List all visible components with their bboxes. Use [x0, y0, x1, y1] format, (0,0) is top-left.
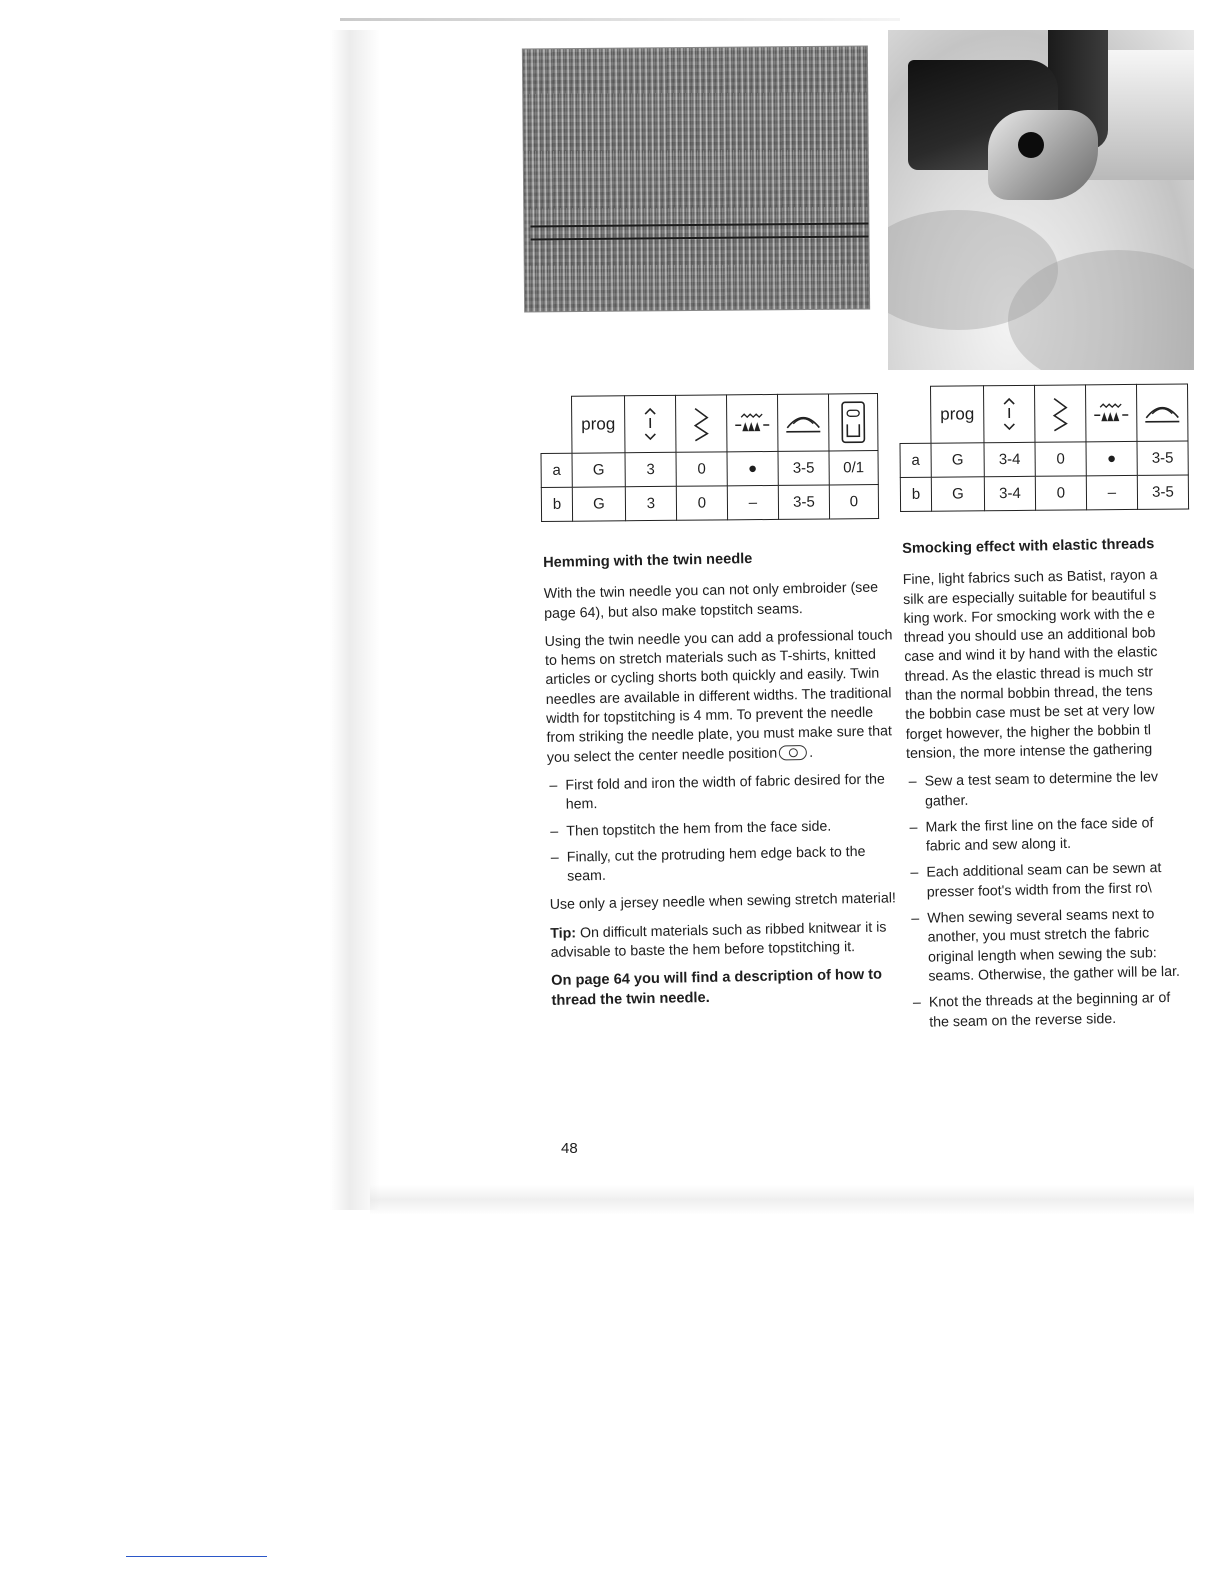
row-label: a — [541, 453, 572, 487]
stitch-length-icon — [625, 395, 676, 452]
stitch-width-icon — [1034, 385, 1085, 442]
section-heading: Smocking effect with elastic threads — [902, 536, 1155, 557]
length-value: 3-4 — [984, 476, 1035, 510]
twin-needle-hem-photo — [523, 47, 869, 312]
paragraph: Use only a jersey needle when sewing stretch material! — [549, 890, 897, 914]
page-shadow — [330, 30, 380, 1210]
smocking-section — [902, 534, 1224, 1042]
thread-tension-icon — [777, 394, 828, 451]
page-edge — [340, 18, 900, 21]
width-value: 0 — [1035, 442, 1086, 476]
paragraph: Using the twin needle you can add a professional touch to hems on stretch materials such as T-shirts, knitted articles or cycling shorts both quickly and easily. Twin needles are available in different widths. The traditional width for topstitching is 4 mm. To prevent the needle from striking the needle plate, you must make sure that you select the center needle position . — [544, 627, 893, 766]
list-item: – Sew a test seam to determine the lev gather. — [906, 768, 1187, 812]
width-value: 0 — [676, 452, 727, 486]
list-item: – Each additional seam can be sewn at presser foot's width from the first ro\ — [908, 859, 1189, 903]
list-item: – When sewing several seams next to another, you must stretch the fabric original length when sewing the sub: seams. Otherwise, the gather will be lar. — [909, 905, 1190, 988]
prog-value: G — [572, 453, 625, 487]
settings-table-smocking — [899, 383, 1189, 512]
instruction-list — [547, 770, 901, 887]
tension-value: 3-5 — [1137, 475, 1188, 509]
settings-table-hemming — [540, 393, 879, 522]
center-needle-position-icon — [779, 745, 807, 761]
feed-dog-icon — [726, 394, 777, 451]
prog-header: prog — [940, 404, 975, 424]
length-value: 3-4 — [984, 442, 1035, 476]
page-crop — [1196, 370, 1224, 530]
tension-value: 3-5 — [778, 451, 829, 485]
smocking-machine-photo — [888, 30, 1194, 370]
list-item: – Mark the first line on the face side of fabric and sew along it. — [907, 813, 1188, 857]
page-edge-bottom — [370, 1185, 1200, 1215]
seam-line — [530, 222, 868, 227]
list-item: – Then topstitch the hem from the face side. — [548, 816, 900, 842]
list-item: – Knot the threads at the beginning ar of the seam on the reverse side. — [911, 989, 1192, 1033]
feed-dog-icon — [1085, 384, 1136, 441]
list-item: – First fold and iron the width of fabric desired for the hem. — [547, 770, 900, 815]
footer-rule — [126, 1556, 267, 1557]
table-row — [900, 441, 1188, 478]
length-value: 3 — [625, 452, 676, 486]
cross-reference-note: On page 64 you will find a description of how to thread the twin needle. — [551, 966, 883, 1009]
foot-value: 0/1 — [829, 451, 878, 485]
prog-value: G — [572, 487, 625, 521]
page-number: 48 — [561, 1140, 578, 1157]
table-row — [900, 475, 1188, 512]
feed-dog-value: – — [1086, 475, 1137, 509]
instruction-list — [906, 768, 1191, 1033]
list-item: – Finally, cut the protruding hem edge back to the seam. — [549, 842, 902, 887]
tension-value: 3-5 — [778, 485, 829, 519]
table-row — [541, 451, 878, 488]
stitch-length-icon — [984, 385, 1035, 442]
thread-tension-icon — [1136, 384, 1187, 441]
hemming-section — [543, 547, 904, 1020]
table-row — [541, 485, 878, 522]
width-value: 0 — [1035, 476, 1086, 510]
foot-value: 0 — [829, 485, 878, 519]
feed-dog-value: ● — [727, 451, 778, 485]
presser-foot-icon — [828, 394, 877, 451]
tension-value: 3-5 — [1137, 441, 1188, 475]
prog-header: prog — [581, 414, 616, 434]
tip-paragraph: Tip: On difficult materials such as ribbed knitwear it is advisable to baste the hem before topstitching it. — [550, 919, 887, 961]
width-value: 0 — [676, 486, 727, 520]
prog-value: G — [931, 443, 984, 477]
paragraph: Fine, light fabrics such as Batist, rayon a silk are especially suitable for beautiful s king work. For smocking work with the e thread you should use an additional bob case and wind it by hand with the elastic thread. As the elastic thread is much str than the normal bobbin thread, the tens the bobbin case must be set at very low forget however, the higher the bobbin tl tension, the more intense the gathering — [902, 567, 1158, 762]
feed-dog-value: – — [727, 485, 778, 519]
feed-dog-value: ● — [1086, 441, 1137, 475]
seam-line — [531, 235, 869, 240]
length-value: 3 — [625, 486, 676, 520]
stitch-width-icon — [675, 395, 726, 452]
section-heading: Hemming with the twin needle — [543, 550, 753, 571]
paragraph: With the twin needle you can not only embroider (see page 64), but also make topstitch seams. — [543, 579, 879, 622]
prog-value: G — [931, 477, 984, 511]
page-crop — [1194, 520, 1224, 1220]
row-label: a — [900, 443, 931, 477]
row-label: b — [900, 477, 931, 511]
row-label: b — [541, 487, 572, 521]
